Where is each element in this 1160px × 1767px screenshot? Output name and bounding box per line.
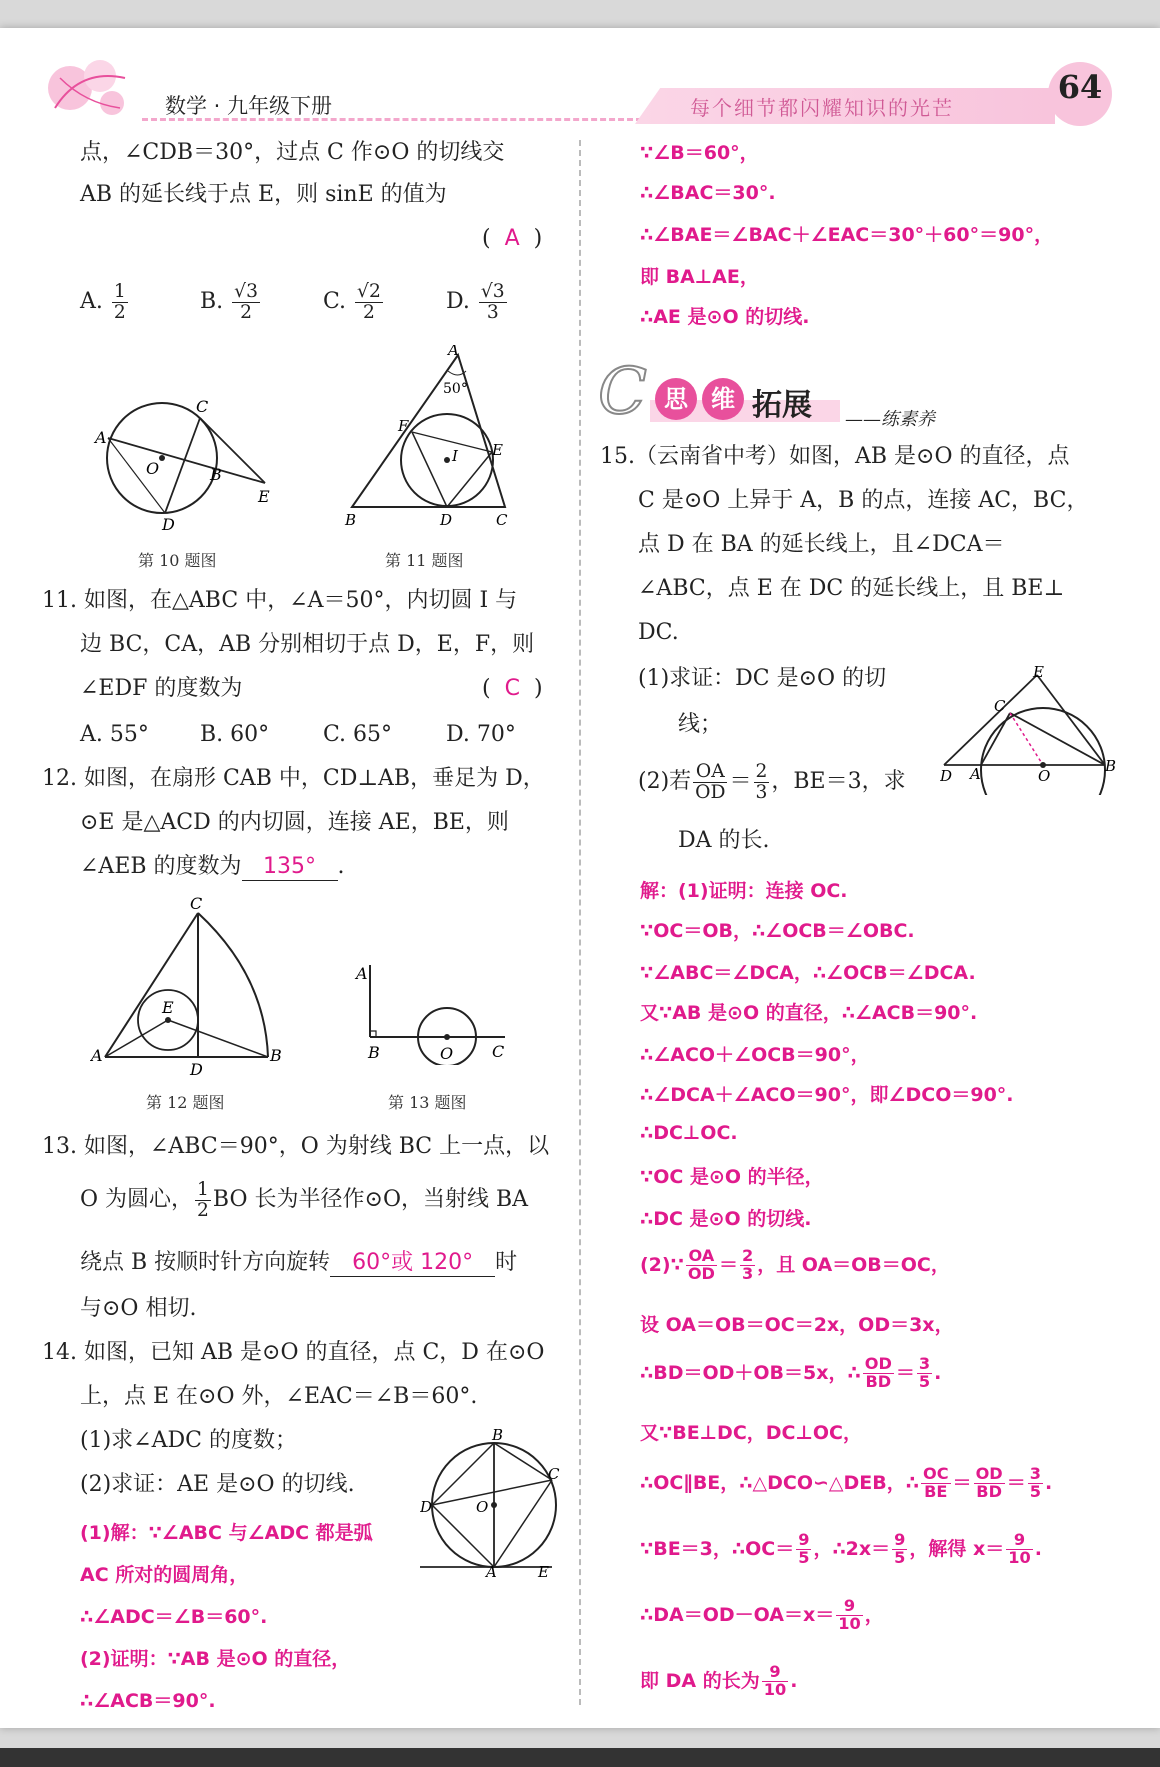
book-title: 数学 · 九年级下册 bbox=[165, 94, 333, 118]
q15-solution-11: 设 OA＝OB＝OC＝2x，OD＝3x， bbox=[640, 1314, 954, 1336]
fig10-label-o: O bbox=[146, 459, 160, 478]
fig14-label-d: D bbox=[420, 1498, 433, 1516]
fig10-label-d: D bbox=[162, 515, 175, 534]
page-number: 64 bbox=[1057, 68, 1103, 106]
figure-10 bbox=[90, 390, 280, 540]
section-bubble-2: 维 bbox=[702, 378, 744, 420]
q15-solution-5: ∴∠ACO＋∠OCB＝90°， bbox=[640, 1044, 870, 1066]
q12-line1: 12. 如图，在扇形 CAB 中，CD⊥AB，垂足为 D， bbox=[42, 766, 545, 791]
q11-option-a: A. 55° bbox=[80, 722, 149, 747]
figure-10-caption: 第 10 题图 bbox=[138, 551, 217, 570]
fig11-label-e: E bbox=[492, 441, 503, 459]
q14-line3: (1)求∠ADC 的度数； bbox=[80, 1428, 297, 1453]
q14-solution-6: ∵∠B＝60°， bbox=[640, 142, 759, 164]
q13-line3: 绕点 B 按顺时针方向旋转 60°或 120° 时 bbox=[80, 1250, 517, 1277]
q12-answer: 135° bbox=[263, 854, 317, 879]
fig15-label-d: D bbox=[940, 767, 953, 785]
fig11-label-a: A bbox=[448, 345, 459, 359]
q10-line2: AB 的延长线于点 E，则 sinE 的值为 bbox=[80, 182, 447, 207]
q15-solution-15: ∵BE＝3，∴OC＝ $\frac{9}{5}$ ，∴2x＝ $\frac{9}{5}$ ，解得 x＝ $\frac{9}{10}$ . bbox=[640, 1530, 1042, 1567]
fig11-label-f: F bbox=[398, 417, 409, 435]
q14-solution-9: 即 BA⊥AE， bbox=[640, 266, 759, 288]
q15-solution-16: ∴DA＝OD－OA＝x＝ $\frac{9}{10}$ ， bbox=[640, 1596, 884, 1633]
q15-line4: ∠ABC，点 E 在 DC 的延长线上，且 BE⊥ bbox=[638, 576, 1065, 601]
q14-solution-1: (1)解：∵∠ABC 与∠ADC 都是弧 bbox=[80, 1522, 373, 1544]
figure-14 bbox=[420, 1428, 565, 1578]
q14-solution-5: ∴∠ACB＝90°. bbox=[80, 1690, 216, 1712]
q15-solution-4: 又∵AB 是⊙O 的直径，∴∠ACB＝90°. bbox=[640, 1002, 978, 1024]
q10-option-c: C. $\frac{√2}{2}$ bbox=[323, 281, 381, 323]
fig12-label-d: D bbox=[190, 1060, 203, 1075]
q15-solution-12: ∴BD＝OD＋OB＝5x，∴ $\frac{OD}{BD}$ ＝ $\frac{3}{5}$ . bbox=[640, 1354, 942, 1391]
q15-line2: C 是⊙O 上异于 A，B 的点，连接 AC，BC， bbox=[638, 488, 1089, 513]
fig15-label-b: B bbox=[1105, 757, 1117, 775]
column-divider bbox=[579, 140, 581, 1705]
q15-solution-13: 又∵BE⊥DC，DC⊥OC， bbox=[640, 1422, 862, 1444]
q11-option-c: C. 65° bbox=[323, 722, 393, 747]
section-subtitle: ——练素养 bbox=[845, 409, 935, 430]
section-bubble-1: 思 bbox=[655, 378, 697, 420]
fig11-angle-label: 50° bbox=[443, 381, 468, 397]
q10-line1: 点，∠CDB＝30°，过点 C 作⊙O 的切线交 bbox=[80, 140, 505, 165]
q15-solution-10: (2)∵ $\frac{OA}{OD}$ ＝ $\frac{2}{3}$ ，且 OA＝OB＝OC， bbox=[640, 1246, 950, 1283]
q12-line3: ∠AEB 的度数为 135° . bbox=[80, 854, 345, 881]
q13-line2: O 为圆心， $\frac{1}{2}$ BO 长为半径作⊙O，当射线 BA bbox=[80, 1179, 529, 1221]
q10-option-d: D. $\frac{√3}{3}$ bbox=[446, 281, 505, 323]
figure-11 bbox=[340, 345, 525, 540]
fig12-label-a: A bbox=[91, 1046, 103, 1065]
q11-option-d: D. 70° bbox=[446, 722, 516, 747]
fig13-label-b: B bbox=[368, 1043, 380, 1062]
q10-answer: A bbox=[504, 226, 520, 251]
q14-solution-7: ∴∠BAC＝30°. bbox=[640, 182, 776, 204]
figure-13 bbox=[350, 955, 520, 1065]
q15-solution-17: 即 DA 的长为 $\frac{9}{10}$ . bbox=[640, 1662, 798, 1699]
q10-answer-paren: ( A ) bbox=[482, 226, 543, 251]
q14-solution-4: (2)证明：∵AB 是⊙O 的直径， bbox=[80, 1648, 351, 1670]
q14-solution-3: ∴∠ADC＝∠B＝60°. bbox=[80, 1606, 268, 1628]
figure-13-caption: 第 13 题图 bbox=[388, 1093, 467, 1112]
fig15-label-e: E bbox=[1033, 665, 1044, 681]
fig10-label-a: A bbox=[95, 428, 107, 447]
q15-line5: DC. bbox=[638, 620, 679, 645]
q14-line2: 上，点 E 在⊙O 外，∠EAC＝∠B＝60°. bbox=[80, 1384, 478, 1409]
q11-option-b: B. 60° bbox=[200, 722, 270, 747]
fig13-label-c: C bbox=[492, 1042, 505, 1061]
fig13-label-a: A bbox=[356, 964, 368, 983]
section-title: 拓展 bbox=[752, 388, 812, 423]
fig12-label-c: C bbox=[190, 895, 203, 913]
q13-line4: 与⊙O 相切. bbox=[80, 1296, 197, 1321]
floral-ornament-icon bbox=[40, 48, 140, 128]
fig15-label-c: C bbox=[994, 697, 1006, 715]
fig11-label-b: B bbox=[345, 511, 357, 529]
q14-line4: (2)求证：AE 是⊙O 的切线. bbox=[80, 1472, 355, 1497]
q13-line1: 13. 如图，∠ABC＝90°，O 为射线 BC 上一点，以 bbox=[42, 1134, 550, 1159]
fig12-label-e: E bbox=[162, 998, 174, 1017]
q15-solution-14: ∴OC∥BE，∴△DCO∽△DEB，∴ $\frac{OC}{BE}$ ＝ $\frac{OD}{BD}$ ＝ $\frac{3}{5}$ . bbox=[640, 1464, 1053, 1501]
q15-part2-line2: DA 的长. bbox=[678, 828, 770, 853]
fig11-label-c: C bbox=[496, 511, 508, 529]
q15-part1-line2: 线； bbox=[678, 712, 723, 737]
fig14-label-e: E bbox=[538, 1563, 549, 1578]
fig13-label-o: O bbox=[440, 1044, 454, 1063]
q14-solution-8: ∴∠BAE＝∠BAC＋∠EAC＝30°＋60°＝90°， bbox=[640, 224, 1054, 246]
fig10-label-e: E bbox=[258, 487, 270, 506]
fig12-label-b: B bbox=[270, 1046, 282, 1065]
q10-option-b: B. $\frac{√3}{2}$ bbox=[200, 281, 258, 323]
fig14-label-c: C bbox=[548, 1465, 560, 1483]
q11-line1: 11. 如图，在△ABC 中，∠A＝50°，内切圆 I 与 bbox=[42, 588, 518, 613]
fig10-label-b: B bbox=[210, 465, 222, 484]
figure-11-caption: 第 11 题图 bbox=[385, 551, 464, 570]
fig14-label-b: B bbox=[492, 1428, 504, 1444]
figure-12 bbox=[90, 895, 290, 1075]
q15-line1: 15.（云南省中考）如图，AB 是⊙O 的直径，点 bbox=[600, 444, 1070, 469]
header-divider bbox=[142, 118, 642, 121]
q13-answer: 60°或 120° bbox=[352, 1250, 474, 1275]
q15-part2-line1: (2)若 $\frac{OA}{OD}$ ＝ $\frac{2}{3}$ ，BE＝3，求 bbox=[638, 761, 906, 803]
fig14-label-a: A bbox=[486, 1563, 497, 1578]
figure-15 bbox=[940, 665, 1120, 795]
q15-solution-7: ∴DC⊥OC. bbox=[640, 1122, 738, 1144]
q11-line3: ∠EDF 的度数为 bbox=[80, 676, 243, 701]
fig14-label-o: O bbox=[476, 1498, 489, 1516]
q14-solution-2: AC 所对的圆周角， bbox=[80, 1564, 249, 1586]
q15-line3: 点 D 在 BA 的延长线上，且∠DCA＝ bbox=[638, 532, 1005, 557]
q15-part1-line1: (1)求证：DC 是⊙O 的切 bbox=[638, 666, 887, 691]
q11-line2: 边 BC，CA，AB 分别相切于点 D，E，F，则 bbox=[80, 632, 535, 657]
q15-solution-8: ∵OC 是⊙O 的半径， bbox=[640, 1166, 824, 1188]
q15-solution-6: ∴∠DCA＋∠ACO＝90°，即∠DCO＝90°. bbox=[640, 1084, 1014, 1106]
q14-line1: 14. 如图，已知 AB 是⊙O 的直径，点 C，D 在⊙O bbox=[42, 1340, 545, 1365]
q11-answer-paren: ( C ) bbox=[482, 676, 543, 701]
q12-line2: ⊙E 是△ACD 的内切圆，连接 AE，BE，则 bbox=[80, 810, 509, 835]
q15-solution-2: ∵OC＝OB，∴∠OCB＝∠OBC. bbox=[640, 920, 915, 942]
bottom-bar bbox=[0, 1748, 1160, 1767]
q15-solution-1: 解：(1)证明：连接 OC. bbox=[640, 880, 848, 902]
slogan: 每个细节都闪耀知识的光芒 bbox=[690, 96, 954, 120]
fig11-label-d: D bbox=[440, 511, 453, 529]
fig15-label-o: O bbox=[1038, 767, 1051, 785]
figure-12-caption: 第 12 题图 bbox=[146, 1093, 225, 1112]
q15-solution-3: ∵∠ABC＝∠DCA，∴∠OCB＝∠DCA. bbox=[640, 962, 976, 984]
q10-option-a: A. $\frac{1}{2}$ bbox=[80, 281, 126, 323]
q15-solution-9: ∴DC 是⊙O 的切线. bbox=[640, 1208, 812, 1230]
fig11-label-i: I bbox=[452, 447, 458, 465]
q14-solution-10: ∴AE 是⊙O 的切线. bbox=[640, 306, 810, 328]
fig15-label-a: A bbox=[970, 765, 981, 783]
q11-answer: C bbox=[504, 676, 520, 701]
section-letter: C bbox=[598, 355, 647, 429]
fig10-label-c: C bbox=[196, 397, 209, 416]
